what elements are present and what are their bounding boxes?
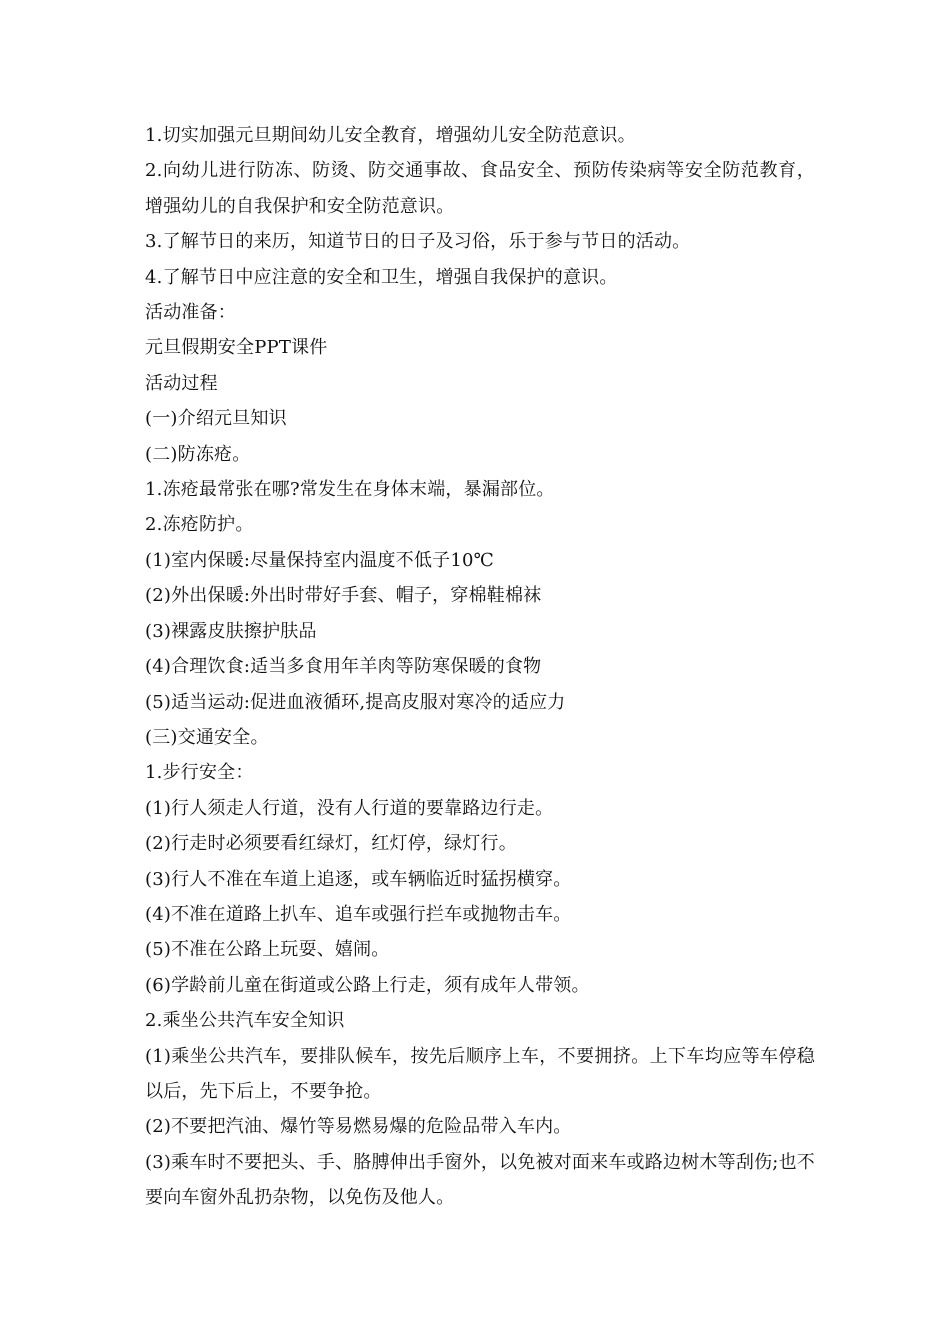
heading-preparation: 活动准备： (145, 302, 236, 324)
bus-safety-heading: 2.乘坐公共汽车安全知识 (145, 1010, 345, 1032)
paragraph-goal-1: 1.切实加强元旦期间幼儿安全教育，增强幼儿安全防范意识。 (145, 125, 636, 146)
frostbite-tip-1: (1)室内保暖:尽量保持室内温度不低子10℃ (145, 549, 494, 571)
bus-rule-2: (2)不要把汽油、爆竹等易燃易爆的危险品带入车内。 (145, 1116, 572, 1138)
frostbite-item-1: 1.冻疮最常张在哪?常发生在身体末端，暴漏部位。 (145, 479, 555, 501)
walking-rule-1: (1)行人须走人行道，没有人行道的要靠路边行走。 (145, 797, 554, 819)
section-1-heading: (一)介绍元旦知识 (145, 408, 287, 430)
paragraph-goal-3: 3.了解节日的来历，知道节日的日子及习俗，乐于参与节日的活动。 (145, 231, 691, 253)
frostbite-item-2: 2.冻疮防护。 (145, 514, 254, 536)
paragraph-goal-4: 4.了解节日中应注意的安全和卫生，增强自我保护的意识。 (145, 266, 618, 288)
section-2-heading: (二)防冻疮。 (145, 443, 251, 465)
walking-rule-5: (5)不准在公路上玩耍、嬉闹。 (145, 939, 390, 961)
bus-rule-1: (1)乘坐公共汽车，要排队候车，按先后顺序上车，不要拥挤。上下车均应等车停稳以后，先下后上，不要争抢。 (145, 1045, 815, 1102)
heading-process: 活动过程 (145, 372, 218, 394)
walking-rule-4: (4)不准在道路上扒车、追车或强行拦车或抛物击车。 (145, 903, 572, 925)
walking-rule-2: (2)行走时必须要看红绿灯，红灯停，绿灯行。 (145, 833, 517, 855)
frostbite-tip-2: (2)外出保暖:外出时带好手套、帽子，穿棉鞋棉袜 (145, 585, 542, 607)
frostbite-tip-4: (4)合理饮食:适当多食用年羊肉等防寒保暖的食物 (145, 656, 542, 678)
walking-rule-3: (3)行人不准在车道上追逐，或车辆临近时猛拐横穿。 (145, 868, 572, 890)
walking-rule-6: (6)学龄前儿童在街道或公路上行走，须有成年人带领。 (145, 974, 590, 996)
bus-rule-3: (3)乘车时不要把头、手、胳膊伸出手窗外，以免被对面来车或路边树木等刮伤;也不要向车窗外乱扔杂物，以免伤及他人。 (145, 1151, 815, 1209)
document-body (145, 118, 815, 1216)
walking-safety-heading: 1.步行安全： (145, 762, 254, 784)
section-3-heading: (三)交通安全。 (145, 726, 269, 748)
frostbite-tip-3: (3)裸露皮肤擦护肤品 (145, 620, 317, 642)
paragraph-preparation-item: 元旦假期安全PPT课件 (145, 337, 328, 359)
frostbite-tip-5: (5)适当运动:促进血液循环,提高皮服对寒冷的适应力 (145, 691, 566, 713)
paragraph-goal-2: 2.向幼儿进行防冻、防烫、防交通事故、食品安全、预防传染病等安全防范教育，增强幼儿的自我保护和安全防范意识。 (145, 160, 815, 217)
